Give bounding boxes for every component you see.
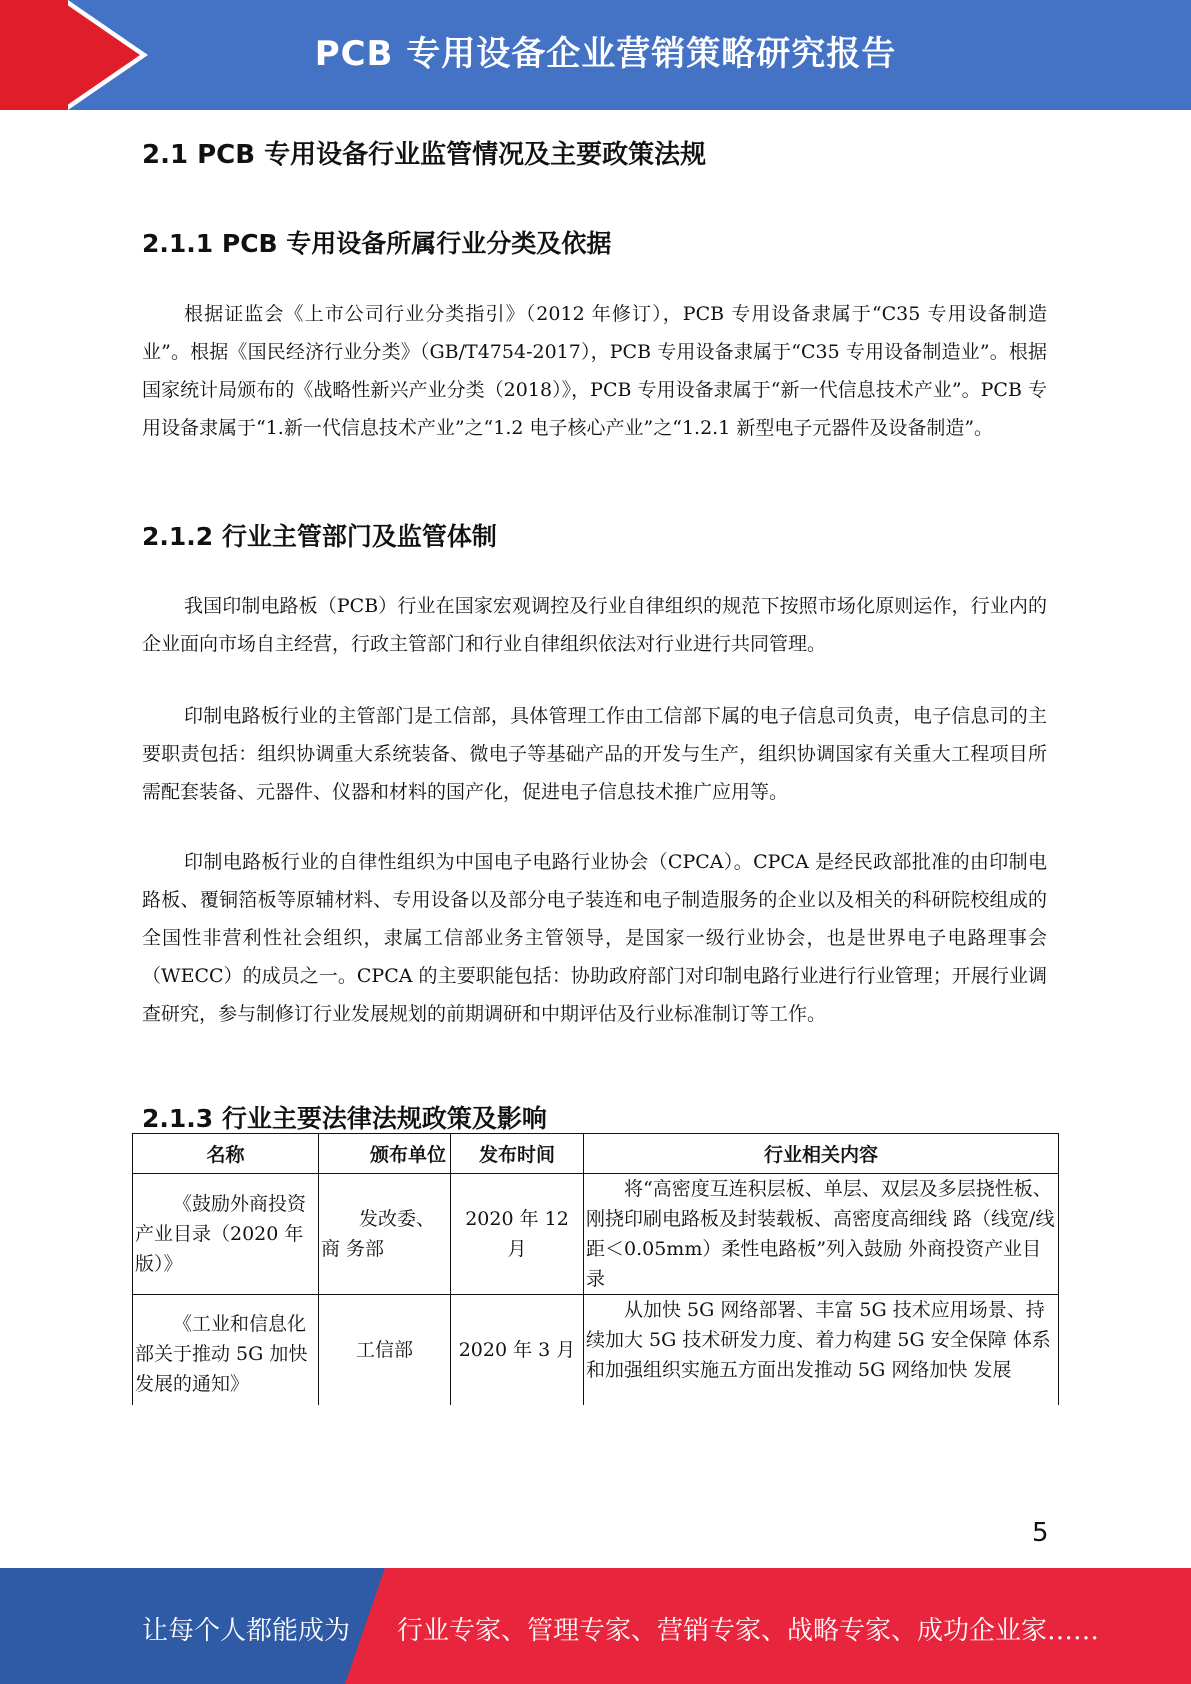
table-cell-content: 将“高密度互连积层板、单层、双层及多层挠性板、刚挠印刷电路板及封装载板、高密度高细线 路（线宽/线距＜0.05mm）柔性电路板”列入鼓励 外商投资产业目录 [584,1174,1059,1295]
footer-slogan-right: 行业专家、管理专家、营销专家、战略专家、成功企业家…… [397,1616,1100,1646]
table-header-name: 名称 [133,1134,319,1174]
table-cell-date: 2020 年 12 月 [451,1174,584,1295]
paragraph-regulation: 我国印制电路板（PCB）行业在国家宏观调控及行业自律组织的规范下按照市场化原则运作，行业内的企业面向市场自主经营，行政主管部门和行业自律组织依法对行业进行共同管理。 [142,595,1047,655]
paragraph-authority: 印制电路板行业的主管部门是工信部，具体管理工作由工信部下属的电子信息司负责，电子信息司的主要职责包括：组织协调重大系统装备、微电子等基础产品的开发与生产，组织协调国家有关重大工程项目所需配套装备、元器件、仪器和材料的国产化，促进电子信息技术推广应用等。 [142,705,1047,803]
section-heading-2-1: 2.1 PCB 专用设备行业监管情况及主要政策法规 [142,140,707,170]
section-heading-2-1-3: 2.1.3 行业主要法律法规政策及影响 [142,1104,547,1133]
table-row [133,1295,1059,1405]
section-heading-2-1-1: 2.1.1 PCB 专用设备所属行业分类及依据 [142,229,612,258]
table-cell-content: 从加快 5G 网络部署、丰富 5G 技术应用场景、持续加大 5G 技术研发力度、着力构建 5G 安全保障 体系和加强组织实施五方面出发推动 5G 网络加快 发展 [584,1295,1059,1405]
table-header-issuer: 颁布单位 [319,1134,451,1174]
footer-slogan-left: 让每个人都能成为 [142,1616,351,1646]
policy-table [132,1133,1059,1405]
page-header [0,0,1191,110]
table-header-date: 发布时间 [451,1134,584,1174]
table-cell-name: 《工业和信息化部关于推动 5G 加快发展的通知》 [133,1295,319,1405]
page-number: 5 [1032,1518,1049,1548]
table-cell-date: 2020 年 3 月 [451,1295,584,1405]
table-row [133,1174,1059,1295]
paragraph-association: 印制电路板行业的自律性组织为中国电子电路行业协会（CPCA）。CPCA 是经民政部批准的由印制电路板、覆铜箔板等原辅材料、专用设备以及部分电子装连和电子制造服务的企业以及相关的科研院校组成的全国性非营利性社会组织，隶属工信部业务主管领导，是国家一级行业协会，也是世界电子电路理事会（WECC）的成员之一。CPCA 的主要职能包括：协助政府部门对印制电路行业进行行业管理；开展行业调查研究，参与制修订行业发展规划的前期调研和中期评估及行业标准制订等工作。 [142,851,1047,1025]
paragraph-classification: 根据证监会《上市公司行业分类指引》（2012 年修订），PCB 专用设备隶属于“C35 专用设备制造业”。根据《国民经济行业分类》（GB/T4754-2017），PCB 专用设备隶属于“C35 专用设备制造业”。根据国家统计局颁布的《战略性新兴产业分类（2018）》，PCB 专用设备隶属于“新一代信息技术产业”。PCB 专用设备隶属于“1.新一代信息技术产业”之“1.2 电子核心产业”之“1.2.1 新型电子元器件及设备制造”。 [142,303,1047,439]
table-cell-name: 《鼓励外商投资产业目录（2020 年版）》 [133,1174,319,1295]
table-header-content: 行业相关内容 [584,1134,1059,1174]
section-heading-2-1-2: 2.1.2 行业主管部门及监管体制 [142,522,497,551]
page-footer [0,1568,1191,1684]
table-header-row [133,1134,1059,1174]
report-title: PCB 专用设备企业营销策略研究报告 [314,34,897,74]
table-cell-issuer: 发改委、商 务部 [319,1174,451,1295]
table-cell-issuer: 工信部 [319,1295,451,1405]
